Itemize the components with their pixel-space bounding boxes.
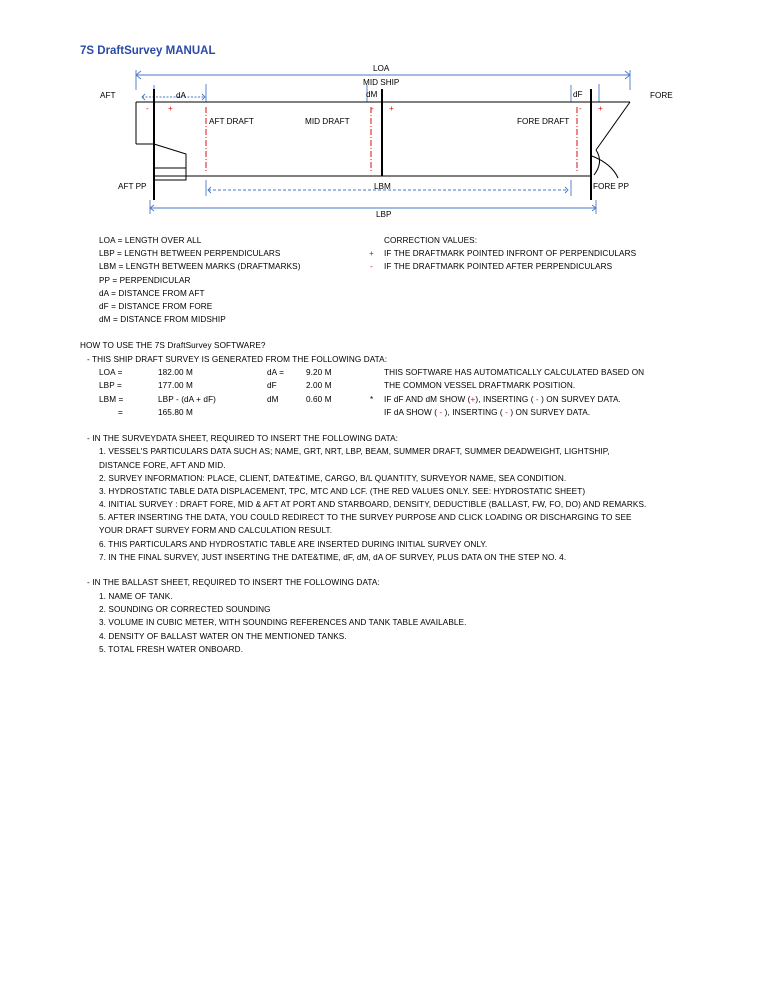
definition-da: dA = DISTANCE FROM AFT	[99, 289, 205, 298]
surveydata-step: 3. HYDROSTATIC TABLE DATA DISPLACEMENT, TPC, MTC AND LCF. (THE RED VALUES ONLY. SEE: HYDROSTATIC SHEET)	[99, 487, 586, 496]
lbp-label: LBP	[376, 210, 392, 219]
aft-label: AFT	[100, 91, 116, 100]
definition-lbm: LBM = LENGTH BETWEEN MARKS (DRAFTMARKS)	[99, 262, 301, 271]
mid-ship-label: MID SHIP	[363, 78, 400, 87]
corrections-header: CORRECTION VALUES:	[384, 236, 478, 245]
howto-heading: HOW TO USE THE 7S DraftSurvey SOFTWARE?	[80, 341, 266, 350]
definition-dm: dM = DISTANCE FROM MIDSHIP	[99, 315, 226, 324]
da-label: dA	[176, 91, 187, 100]
aft-draft-label: AFT DRAFT	[209, 117, 254, 126]
definition-loa: LOA = LENGTH OVER ALL	[99, 236, 202, 245]
note-df-dm: IF dF AND dM SHOW (+), INSERTING ( - ) ON SURVEY DATA.	[384, 395, 621, 404]
aft-minus-sign: -	[146, 104, 149, 113]
auto-calc-line-2: THE COMMON VESSEL DRAFTMARK POSITION.	[384, 381, 576, 390]
spec-da-label: dA =	[267, 368, 285, 377]
spec-lbp-label: LBP =	[99, 381, 122, 390]
spec-dm-value: 0.60 M	[306, 395, 332, 404]
spec-lbp-value: 177.00 M	[158, 381, 193, 390]
spec-dm-label: dM	[267, 395, 279, 404]
ballast-step: 5. TOTAL FRESH WATER ONBOARD.	[99, 645, 244, 654]
ballast-step: 4. DENSITY OF BALLAST WATER ON THE MENTIONED TANKS.	[99, 632, 347, 641]
lbm-label: LBM	[374, 182, 391, 191]
aft-pp-label: AFT PP	[118, 182, 147, 191]
fore-label: FORE	[650, 91, 673, 100]
aft-plus-sign: +	[168, 104, 173, 113]
ship-diagram	[0, 0, 768, 240]
correction-minus-sign: -	[370, 262, 373, 271]
ballast-step: 2. SOUNDING OR CORRECTED SOUNDING	[99, 605, 271, 614]
fore-pp-label: FORE PP	[593, 182, 629, 191]
definition-pp: PP = PERPENDICULAR	[99, 276, 191, 285]
surveydata-step: 7. IN THE FINAL SURVEY, JUST INSERTING THE DATE&TIME, dF, dM, dA OF SURVEY, PLUS DATA ON THE STEP NO. 4.	[99, 553, 567, 562]
correction-plus-text: IF THE DRAFTMARK POINTED INFRONT OF PERPENDICULARS	[384, 249, 637, 258]
ballast-intro: - IN THE BALLAST SHEET, REQUIRED TO INSERT THE FOLLOWING DATA:	[87, 578, 380, 587]
surveydata-step: 6. THIS PARTICULARS AND HYDROSTATIC TABLE ARE INSERTED DURING INITIAL SURVEY ONLY.	[99, 540, 488, 549]
spec-eq-value: 165.80 M	[158, 408, 193, 417]
surveydata-step: 4. INITIAL SURVEY : DRAFT FORE, MID & AFT AT PORT AND STARBOARD, DENSITY, DEDUCTIBLE (BALLAST, FW, FO, DO) AND REMARKS.	[99, 500, 647, 509]
spec-df-label: dF	[267, 381, 277, 390]
spec-lbm-value: LBP - (dA + dF)	[158, 395, 217, 404]
note-star: *	[370, 395, 374, 404]
spec-loa-value: 182.00 M	[158, 368, 193, 377]
surveydata-step: DISTANCE FORE, AFT AND MID.	[99, 461, 226, 470]
definition-lbp: LBP = LENGTH BETWEEN PERPENDICULARS	[99, 249, 281, 258]
fore-plus-sign: +	[598, 104, 603, 113]
fore-minus-sign: -	[579, 104, 582, 113]
spec-lbm-label: LBM =	[99, 395, 124, 404]
ballast-step: 3. VOLUME IN CUBIC METER, WITH SOUNDING REFERENCES AND TANK TABLE AVAILABLE.	[99, 618, 467, 627]
correction-plus-sign: +	[369, 249, 374, 258]
surveydata-step: YOUR DRAFT SURVEY FORM AND CALCULATION RESULT.	[99, 526, 333, 535]
ballast-step: 1. NAME OF TANK.	[99, 592, 173, 601]
surveydata-step: 5. AFTER INSERTING THE DATA, YOU COULD REDIRECT TO THE SURVEY PURPOSE AND CLICK LOADING OR DISCHARGING TO SEE	[99, 513, 632, 522]
spec-eq-label: =	[118, 408, 123, 417]
note-da: IF dA SHOW ( - ), INSERTING ( - ) ON SURVEY DATA.	[384, 408, 591, 417]
definition-df: dF = DISTANCE FROM FORE	[99, 302, 213, 311]
loa-label: LOA	[373, 64, 390, 73]
document-title: 7S DraftSurvey MANUAL	[80, 45, 216, 57]
mid-draft-label: MID DRAFT	[305, 117, 350, 126]
spec-loa-label: LOA =	[99, 368, 123, 377]
spec-df-value: 2.00 M	[306, 381, 332, 390]
mid-plus-sign: +	[389, 104, 394, 113]
spec-da-value: 9.20 M	[306, 368, 332, 377]
df-label: dF	[573, 90, 583, 99]
correction-minus-text: IF THE DRAFTMARK POINTED AFTER PERPENDICULARS	[384, 262, 613, 271]
dm-label: dM	[366, 90, 378, 99]
surveydata-step: 1. VESSEL'S PARTICULARS DATA SUCH AS; NAME, GRT, NRT, LBP, BEAM, SUMMER DRAFT, SUMMER DEADWEIGHT, LIGHTSHIP,	[99, 447, 610, 456]
auto-calc-line-1: THIS SOFTWARE HAS AUTOMATICALLY CALCULATED BASED ON	[384, 368, 645, 377]
surveydata-intro: - IN THE SURVEYDATA SHEET, REQUIRED TO INSERT THE FOLLOWING DATA:	[87, 434, 399, 443]
mid-minus-sign: -	[371, 104, 374, 113]
howto-intro: - THIS SHIP DRAFT SURVEY IS GENERATED FROM THE FOLLOWING DATA:	[87, 355, 388, 364]
surveydata-step: 2. SURVEY INFORMATION: PLACE, CLIENT, DATE&TIME, CARGO, B/L QUANTITY, SURVEYOR NAME, SEA CONDITION.	[99, 474, 567, 483]
fore-draft-label: FORE DRAFT	[517, 117, 570, 126]
lbp-dimension-line	[150, 200, 596, 214]
